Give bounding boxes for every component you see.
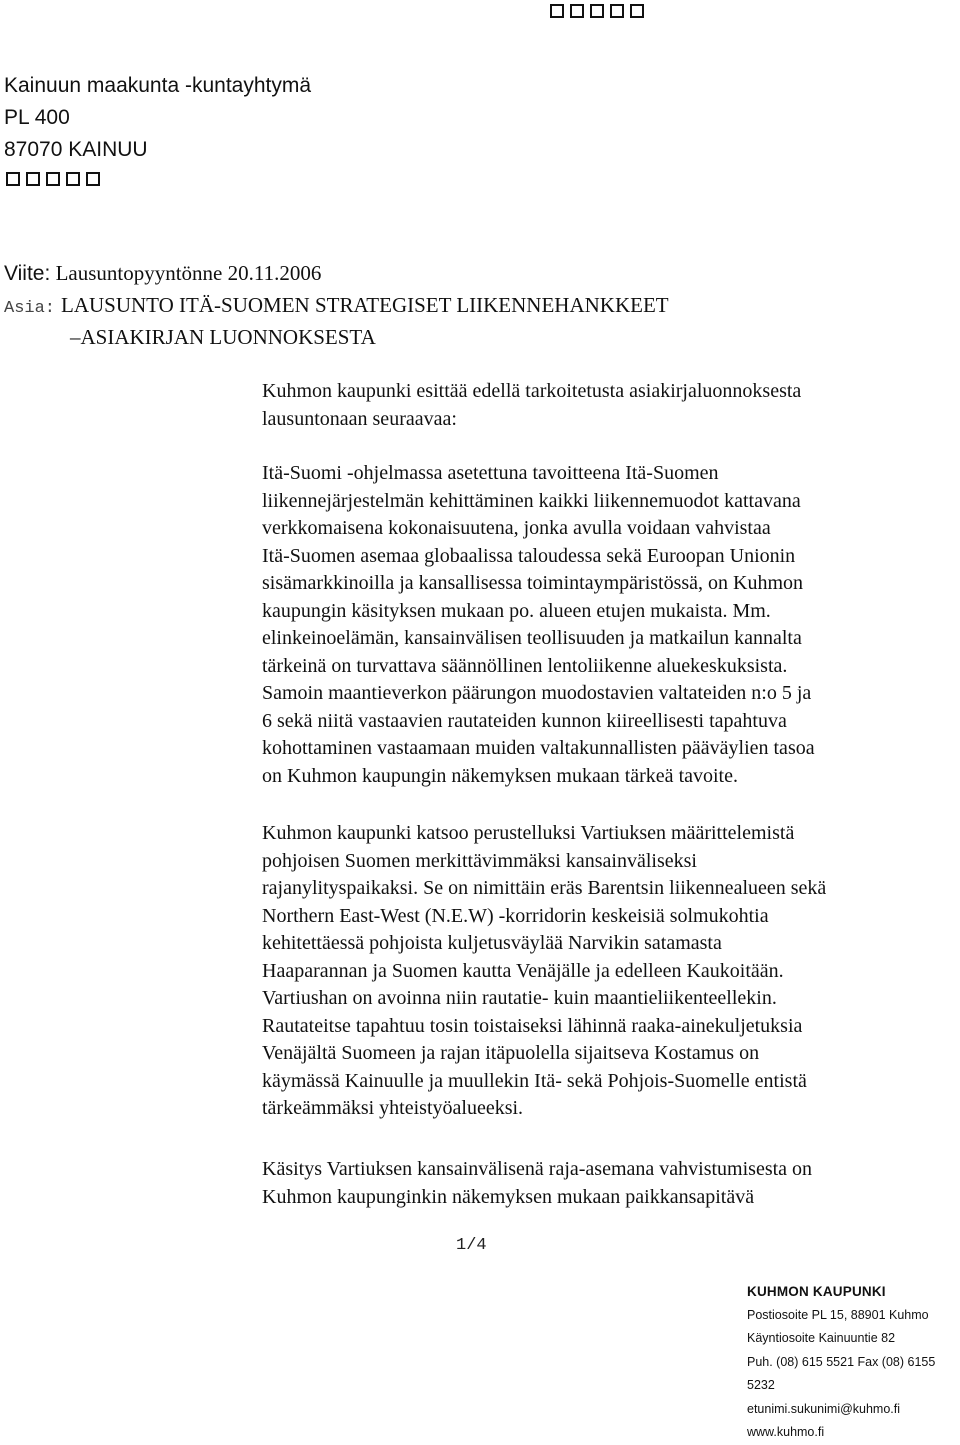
text-line: Haaparannan ja Suomen kautta Venäjälle ja edelleen Kaukoitään. (262, 959, 784, 982)
recipient-placeholder-glyphs (6, 172, 100, 186)
text-line: Itä-Suomi -ohjelmassa asetettuna tavoitteena Itä-Suomen (262, 462, 719, 484)
subject-block (4, 291, 669, 352)
placeholder-glyph (550, 4, 564, 18)
subject-title-line1: LAUSUNTO ITÄ-SUOMEN STRATEGISET LIIKENNEHANKKEET (61, 293, 669, 317)
recipient-address (4, 70, 311, 166)
header-placeholder-glyphs (550, 4, 644, 18)
text-line: Kuhmon kaupunki esittää edellä tarkoitetusta asiakirjaluonnoksesta (262, 380, 802, 402)
recipient-name: Kainuun maakunta -kuntayhtymä (4, 74, 312, 97)
placeholder-glyph (26, 172, 40, 186)
text-line: Vartiushan on avoinna niin rautatie- kuin maantieliikenteellekin. (262, 987, 777, 1009)
text-line: sisämarkkinoilla ja kansallisessa toimintaympäristössä, on Kuhmon (262, 572, 804, 594)
footer-website: www.kuhmo.fi (747, 1425, 825, 1439)
footer-postal-address: Postiosoite PL 15, 88901 Kuhmo (747, 1307, 929, 1322)
text-line: on Kuhmon kaupungin näkemyksen mukaan tärkeä tavoite. (262, 764, 738, 787)
text-line: tärkeämmäksi yhteistyöalueeksi. (262, 1097, 524, 1119)
text-line: Kuhmon kaupunki katsoo perustelluksi Vartiuksen määrittelemistä (262, 822, 795, 844)
text-line: liikennejärjestelmän kehittäminen kaikki liikennemuodot kattavana (262, 489, 801, 512)
text-line: Rautateitse tapahtuu tosin toistaiseksi lähinnä raaka-ainekuljetuksia (262, 1014, 803, 1037)
paragraph-vartius (262, 820, 952, 1123)
placeholder-glyph (6, 172, 20, 186)
text-line: Samoin maantieverkon päärungon muodostavien valtateiden n:o 5 ja (262, 682, 812, 704)
paragraph-ita-suomi (262, 460, 952, 790)
recipient-pobox: PL 400 (4, 106, 70, 129)
text-line: rajanylityspaikaksi. Se on nimittäin eräs Barentsin liikennealueen sekä (262, 877, 827, 899)
placeholder-glyph (570, 4, 584, 18)
placeholder-glyph (46, 172, 60, 186)
placeholder-glyph (610, 4, 624, 18)
subject-title-line2: –ASIAKIRJAN LUONNOKSESTA (70, 325, 376, 349)
footer-phone-fax-cont: 5232 (747, 1378, 775, 1392)
footer-email: etunimi.sukunimi@kuhmo.fi (747, 1401, 901, 1416)
text-line: käymässä Kainuulle ja muullekin Itä- sekä Pohjois-Suomelle entistä (262, 1069, 807, 1092)
paragraph-conclusion (262, 1156, 952, 1211)
text-line: Käsitys Vartiuksen kansainvälisenä raja-asemana vahvistumisesta on (262, 1158, 813, 1180)
text-line: Kuhmon kaupunginkin näkemyksen mukaan paikkansapitävä (262, 1185, 755, 1208)
reference-value: Lausuntopyyntönne 20.11.2006 (55, 261, 322, 285)
placeholder-glyph (630, 4, 644, 18)
footer-org-name: KUHMON KAUPUNKI (747, 1284, 886, 1299)
text-line: elinkeinoelämän, kansainvälisen teollisuuden ja matkailun kannalta (262, 627, 802, 649)
text-line: pohjoisen Suomen merkittävimmäksi kansainväliseksi (262, 849, 697, 872)
placeholder-glyph (86, 172, 100, 186)
footer-visiting-address: Käyntiosoite Kainuuntie 82 (747, 1331, 896, 1345)
text-line: Venäjältä Suomeen ja rajan itäpuolella sijaitseva Kostamus on (262, 1042, 760, 1064)
reference-line (4, 261, 321, 286)
reference-label: Viite: (4, 262, 51, 285)
text-line: 6 sekä niitä vastaavien rautateiden kunnon kiireellisesti tapahtuva (262, 709, 787, 732)
text-line: tärkeinä on turvattava säännöllinen lentoliikenne aluekeskuksista. (262, 654, 788, 677)
text-line: lausuntonaan seuraavaa: (262, 407, 457, 430)
text-line: Northern East-West (N.E.W) -korridorin keskeisiä solmukohtia (262, 904, 769, 927)
text-line: Itä-Suomen asemaa globaalissa taloudessa sekä Euroopan Unionin (262, 544, 796, 567)
text-line: verkkomaisena kokonaisuutena, jonka avulla voidaan vahvistaa (262, 517, 771, 539)
recipient-postcode: 87070 KAINUU (4, 138, 148, 161)
page-number: 1/4 (456, 1236, 487, 1255)
text-line: kehitettäessä pohjoista kuljetusväylää Narvikin satamasta (262, 932, 722, 954)
letterhead-footer (747, 1280, 935, 1445)
placeholder-glyph (66, 172, 80, 186)
footer-phone-fax: Puh. (08) 615 5521 Fax (08) 6155 (747, 1354, 936, 1369)
paragraph-intro (262, 378, 952, 433)
text-line: kohottaminen vastaamaan muiden valtakunnallisten pääväylien tasoa (262, 737, 815, 759)
subject-label: Asia: (4, 299, 56, 318)
placeholder-glyph (590, 4, 604, 18)
text-line: kaupungin käsityksen mukaan po. alueen etujen mukaista. Mm. (262, 599, 771, 622)
